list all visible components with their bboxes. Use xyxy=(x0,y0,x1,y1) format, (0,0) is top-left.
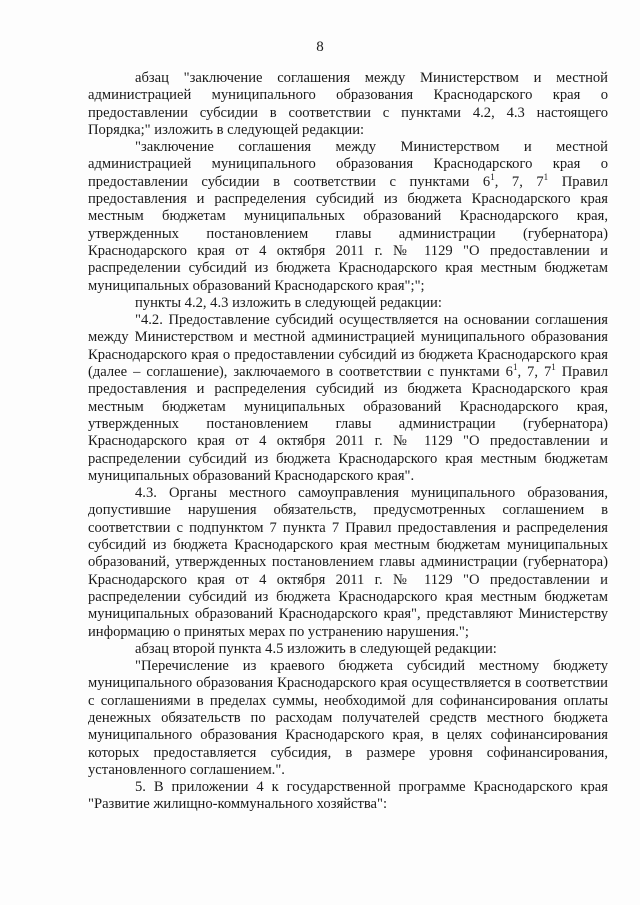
paragraph-point-4-3: 4.3. Органы местного самоуправления муниципального образования, допустившие нарушения обязательств, предусмотренных соглашением в соответствии с подпунктом 7 пункта 7 Правил предоставления и распределения субсидий из бюджета Краснодарского края местным бюджетам муниципальных образований, утвержденных постановлением главы администрации (губернатора) Краснодарского края от 4 октября 2011 г. № 1129 "О предоставлении и распределении субсидий из бюджета Краснодарского края местным бюджетам муниципальных образований Краснодарского края", представляют Министерству информацию о принятых мерах по устранению нарушения."; xyxy=(88,485,608,640)
paragraph-amend-abzac: абзац "заключение соглашения между Министерством и местной администрацией муниципального образования Краснодарского края о предоставлении субсидии в соответствии с пунктами 4.2, 4.3 настоящего Порядка;" изложить в следующей редакции: xyxy=(88,70,608,138)
paragraph-point-4-2: "4.2. Предоставление субсидий осуществляется на основании соглашения между Министерством и местной администрацией муниципального образования Краснодарского края о предоставлении субсидий из бюджета Краснодарского края (далее – соглашение), заключаемого в соответствии с пунктами $6^1$, 7, $7^1$ Правил предоставления и распределения субсидий из бюджета Краснодарского края местным бюджетам муниципальных образований Краснодарского края, утвержденных постановлением главы администрации (губернатора) Краснодарского края от 4 октября 2011 г. № 1129 "О предоставлении и распределении субсидий из бюджета Краснодарского края местным бюджетам муниципальных образований Краснодарского края". xyxy=(88,312,609,484)
paragraph-amend-point-4-5: абзац второй пункта 4.5 изложить в следующей редакции: xyxy=(135,640,497,657)
paragraph-point-4-5-text: "Перечисление из краевого бюджета субсидий местному бюджету муниципального образования Краснодарского края осуществляется в соответствии с соглашениями в пределах суммы, необходимой для софинансирования оплаты денежных обязательств по расходам получателей средств местного бюджета муниципального образования Краснодарского края, в целях софинансирования которых предоставляется субсидия, в размере уровня софинансирования, установленного соглашением.". xyxy=(88,658,608,778)
page-number: 8 xyxy=(316,39,324,55)
paragraph-item-5: 5. В приложении 4 к государственной программе Краснодарского края "Развитие жилищно-коммунального хозяйства": xyxy=(88,779,608,813)
paragraph-new-abzac-text: "заключение соглашения между Министерством и местной администрацией муниципального образования Краснодарского края о предоставлении субсидии в соответствии с пунктами $6^1$, 7, $7^1$ Правил предоставления и распределения субсидий из бюджета Краснодарского края местным бюджетам муниципальных образований Краснодарского края, утвержденных постановлением главы администрации (губернатора) Краснодарского края от 4 октября 2011 г. № 1129 "О предоставлении и распределении субсидий из бюджета Краснодарского края местным бюджетам муниципальных образований Краснодарского края";"; xyxy=(88,139,608,294)
paragraph-amend-points: пункты 4.2, 4.3 изложить в следующей редакции: xyxy=(135,294,442,311)
document-body xyxy=(88,70,608,814)
